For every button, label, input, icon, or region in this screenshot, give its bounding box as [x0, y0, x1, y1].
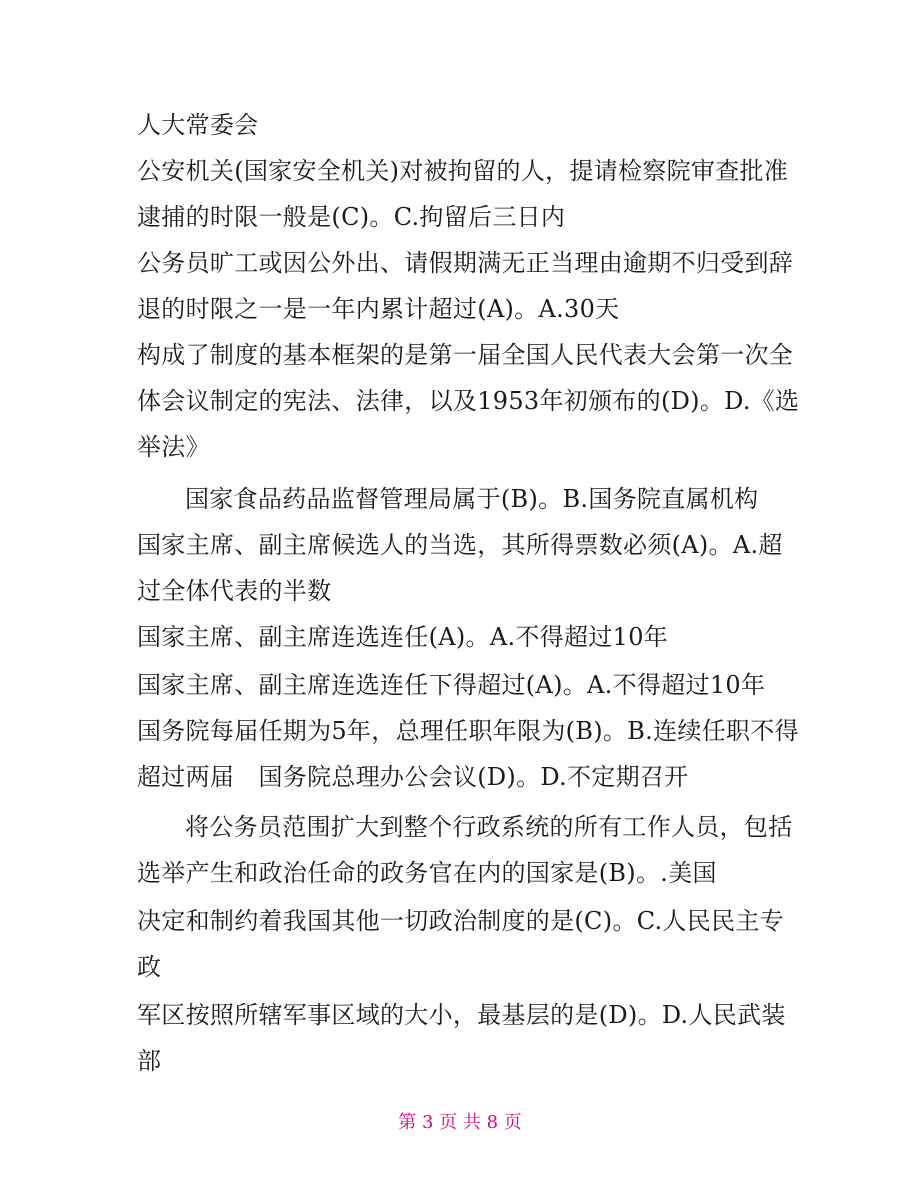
text-line: 政	[137, 953, 162, 981]
page-number-footer: 第 3 页 共 8 页	[398, 1112, 522, 1133]
text-line: 决定和制约着我国其他一切政治制度的是(C)。C.人民民主专	[137, 907, 784, 935]
text-line: 人大常委会	[137, 111, 259, 139]
text-line: 国家主席、副主席连选连任下得超过(A)。A.不得超过10年	[137, 671, 766, 699]
text-line: 选举产生和政治任命的政务官在内的国家是(B)。.美国	[137, 859, 717, 887]
text-line: 军区按照所辖军事区域的大小，最基层的是(D)。D.人民武装	[137, 1001, 786, 1029]
text-line: 超过两届 国务院总理办公会议(D)。D.不定期召开	[137, 763, 689, 791]
text-line: 国家食品药品监督管理局属于(B)。B.国务院直属机构	[185, 485, 759, 513]
text-line: 过全体代表的半数	[137, 577, 332, 605]
text-line: 体会议制定的宪法、法律，以及1953年初颁布的(D)。D.《选	[137, 387, 800, 415]
text-line: 公务员旷工或因公外出、请假期满无正当理由逾期不归受到辞	[137, 249, 794, 277]
text-line: 公安机关(国家安全机关)对被拘留的人，提请检察院审查批准	[137, 157, 789, 185]
text-line: 国家主席、副主席连选连任(A)。A.不得超过10年	[137, 623, 669, 651]
text-line: 举法》	[137, 433, 210, 461]
text-line: 构成了制度的基本框架的是第一届全国人民代表大会第一次全	[137, 341, 794, 369]
text-line: 退的时限之一是一年内累计超过(A)。A.30天	[137, 295, 620, 323]
text-line: 国家主席、副主席候选人的当选，其所得票数必须(A)。A.超	[137, 531, 783, 559]
text-line: 部	[137, 1047, 162, 1075]
text-line: 国务院每届任期为5年，总理任职年限为(B)。B.连续任职不得	[137, 717, 799, 745]
text-line: 将公务员范围扩大到整个行政系统的所有工作人员，包括	[185, 813, 793, 841]
text-line: 逮捕的时限一般是(C)。C.拘留后三日内	[137, 203, 566, 231]
